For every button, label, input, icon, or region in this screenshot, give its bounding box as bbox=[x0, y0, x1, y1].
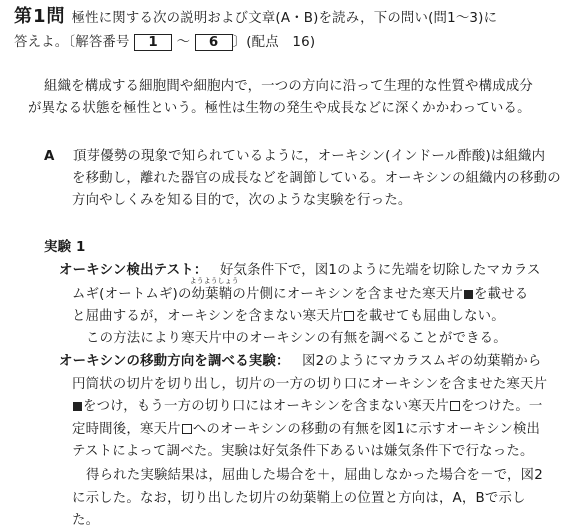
section-a-line-1 bbox=[44, 148, 545, 166]
question-heading bbox=[14, 8, 497, 28]
direction-line-8: た。 bbox=[72, 513, 100, 528]
direction-line-2: 円筒状の切片を切り出し，切片の一方の切り口にオーキシンを含ませた寒天片 bbox=[72, 377, 548, 392]
direction-text-3b: をつけた。一 bbox=[460, 399, 543, 414]
empty-square-icon bbox=[344, 311, 354, 321]
direction-line-1 bbox=[59, 353, 541, 371]
detection-text-2a: ムギ(オートムギ)の bbox=[72, 287, 192, 302]
direction-text-4a: 定時間後，寒天片 bbox=[72, 422, 181, 437]
direction-line-7: に示した。なお，切り出した切片の幼葉鞘上の位置と方向は，A，Bで示し bbox=[72, 491, 526, 506]
question-title: 第1問 bbox=[14, 6, 66, 27]
section-a-line-2: を移動し，離れた器官の成長などを調節している。オーキシンの組織内の移動の bbox=[72, 171, 561, 186]
direction-line-4 bbox=[72, 421, 540, 439]
direction-line-3 bbox=[72, 398, 543, 416]
detection-label: オーキシン検出テスト： bbox=[59, 263, 208, 278]
detection-text-3a: と屈曲するが，オーキシンを含まない寒天片 bbox=[72, 309, 344, 324]
detection-line-3 bbox=[72, 308, 505, 326]
filled-square-icon bbox=[73, 402, 82, 411]
coleoptile-term bbox=[189, 277, 239, 304]
empty-square-icon bbox=[450, 401, 460, 411]
direction-line-6: 得られた実験結果は，屈曲した場合を＋，屈曲しなかった場合を－で，図2 bbox=[86, 468, 543, 483]
answer-range-prefix: 答えよ。〔解答番号 bbox=[14, 35, 130, 50]
detection-text-2c: を載せる bbox=[473, 287, 529, 302]
detection-text-1: 好気条件下で，図1のように先端を切除したマカラス bbox=[219, 263, 541, 278]
direction-text-1: 図2のようにマカラスムギの幼葉鞘から bbox=[302, 354, 542, 369]
direction-text-3a: をつけ，もう一方の切り口にはオーキシンを含まない寒天片 bbox=[83, 399, 449, 414]
preface-line-2: が異なる状態を極性という。極性は生物の発生や成長などに深くかかわっている。 bbox=[28, 101, 531, 116]
detection-line-4: この方法により寒天片中のオーキシンの有無を調べることができる。 bbox=[86, 331, 507, 346]
direction-label: オーキシンの移動方向を調べる実験： bbox=[59, 354, 290, 369]
answer-box-end: 6 bbox=[195, 34, 233, 51]
answer-range-tilde: ～ bbox=[176, 35, 191, 50]
detection-line-1 bbox=[59, 262, 541, 280]
points-text: 〕(配点 16) bbox=[232, 35, 316, 50]
filled-square-icon bbox=[464, 290, 473, 299]
preface-line-1: 組織を構成する細胞間や細胞内で，一つの方向に沿って生理的な性質や構成成分 bbox=[44, 79, 533, 94]
section-a-text-1: 頂芽優勢の現象で知られているように，オーキシン(インドール酢酸)は組織内 bbox=[73, 149, 546, 164]
answer-box-start: 1 bbox=[134, 34, 172, 51]
question-intro: 極性に関する次の説明および文章(A・B)を読み，下の問い(問1～3)に bbox=[71, 11, 498, 26]
detection-line-2 bbox=[72, 277, 529, 304]
experiment-title: 実験 1 bbox=[44, 240, 86, 255]
detection-text-2b: の片側にオーキシンを含ませた寒天片 bbox=[232, 287, 463, 302]
coleoptile-word: 幼葉鞘 bbox=[191, 287, 233, 302]
direction-text-4b: へのオーキシンの移動の有無を図1に示すオーキシン検出 bbox=[192, 422, 541, 437]
detection-text-3b: を載せても屈曲しない。 bbox=[355, 309, 505, 324]
section-a-line-3: 方向やしくみを知る目的で，次のような実験を行った。 bbox=[72, 193, 412, 208]
empty-square-icon bbox=[182, 424, 192, 434]
coleoptile-ruby: ようようしょう bbox=[189, 277, 239, 285]
answer-range-line bbox=[14, 34, 315, 52]
direction-line-5: テストによって調べた。実験は好気条件下あるいは嫌気条件下で行なった。 bbox=[72, 444, 534, 459]
section-a-label: A bbox=[44, 149, 55, 164]
